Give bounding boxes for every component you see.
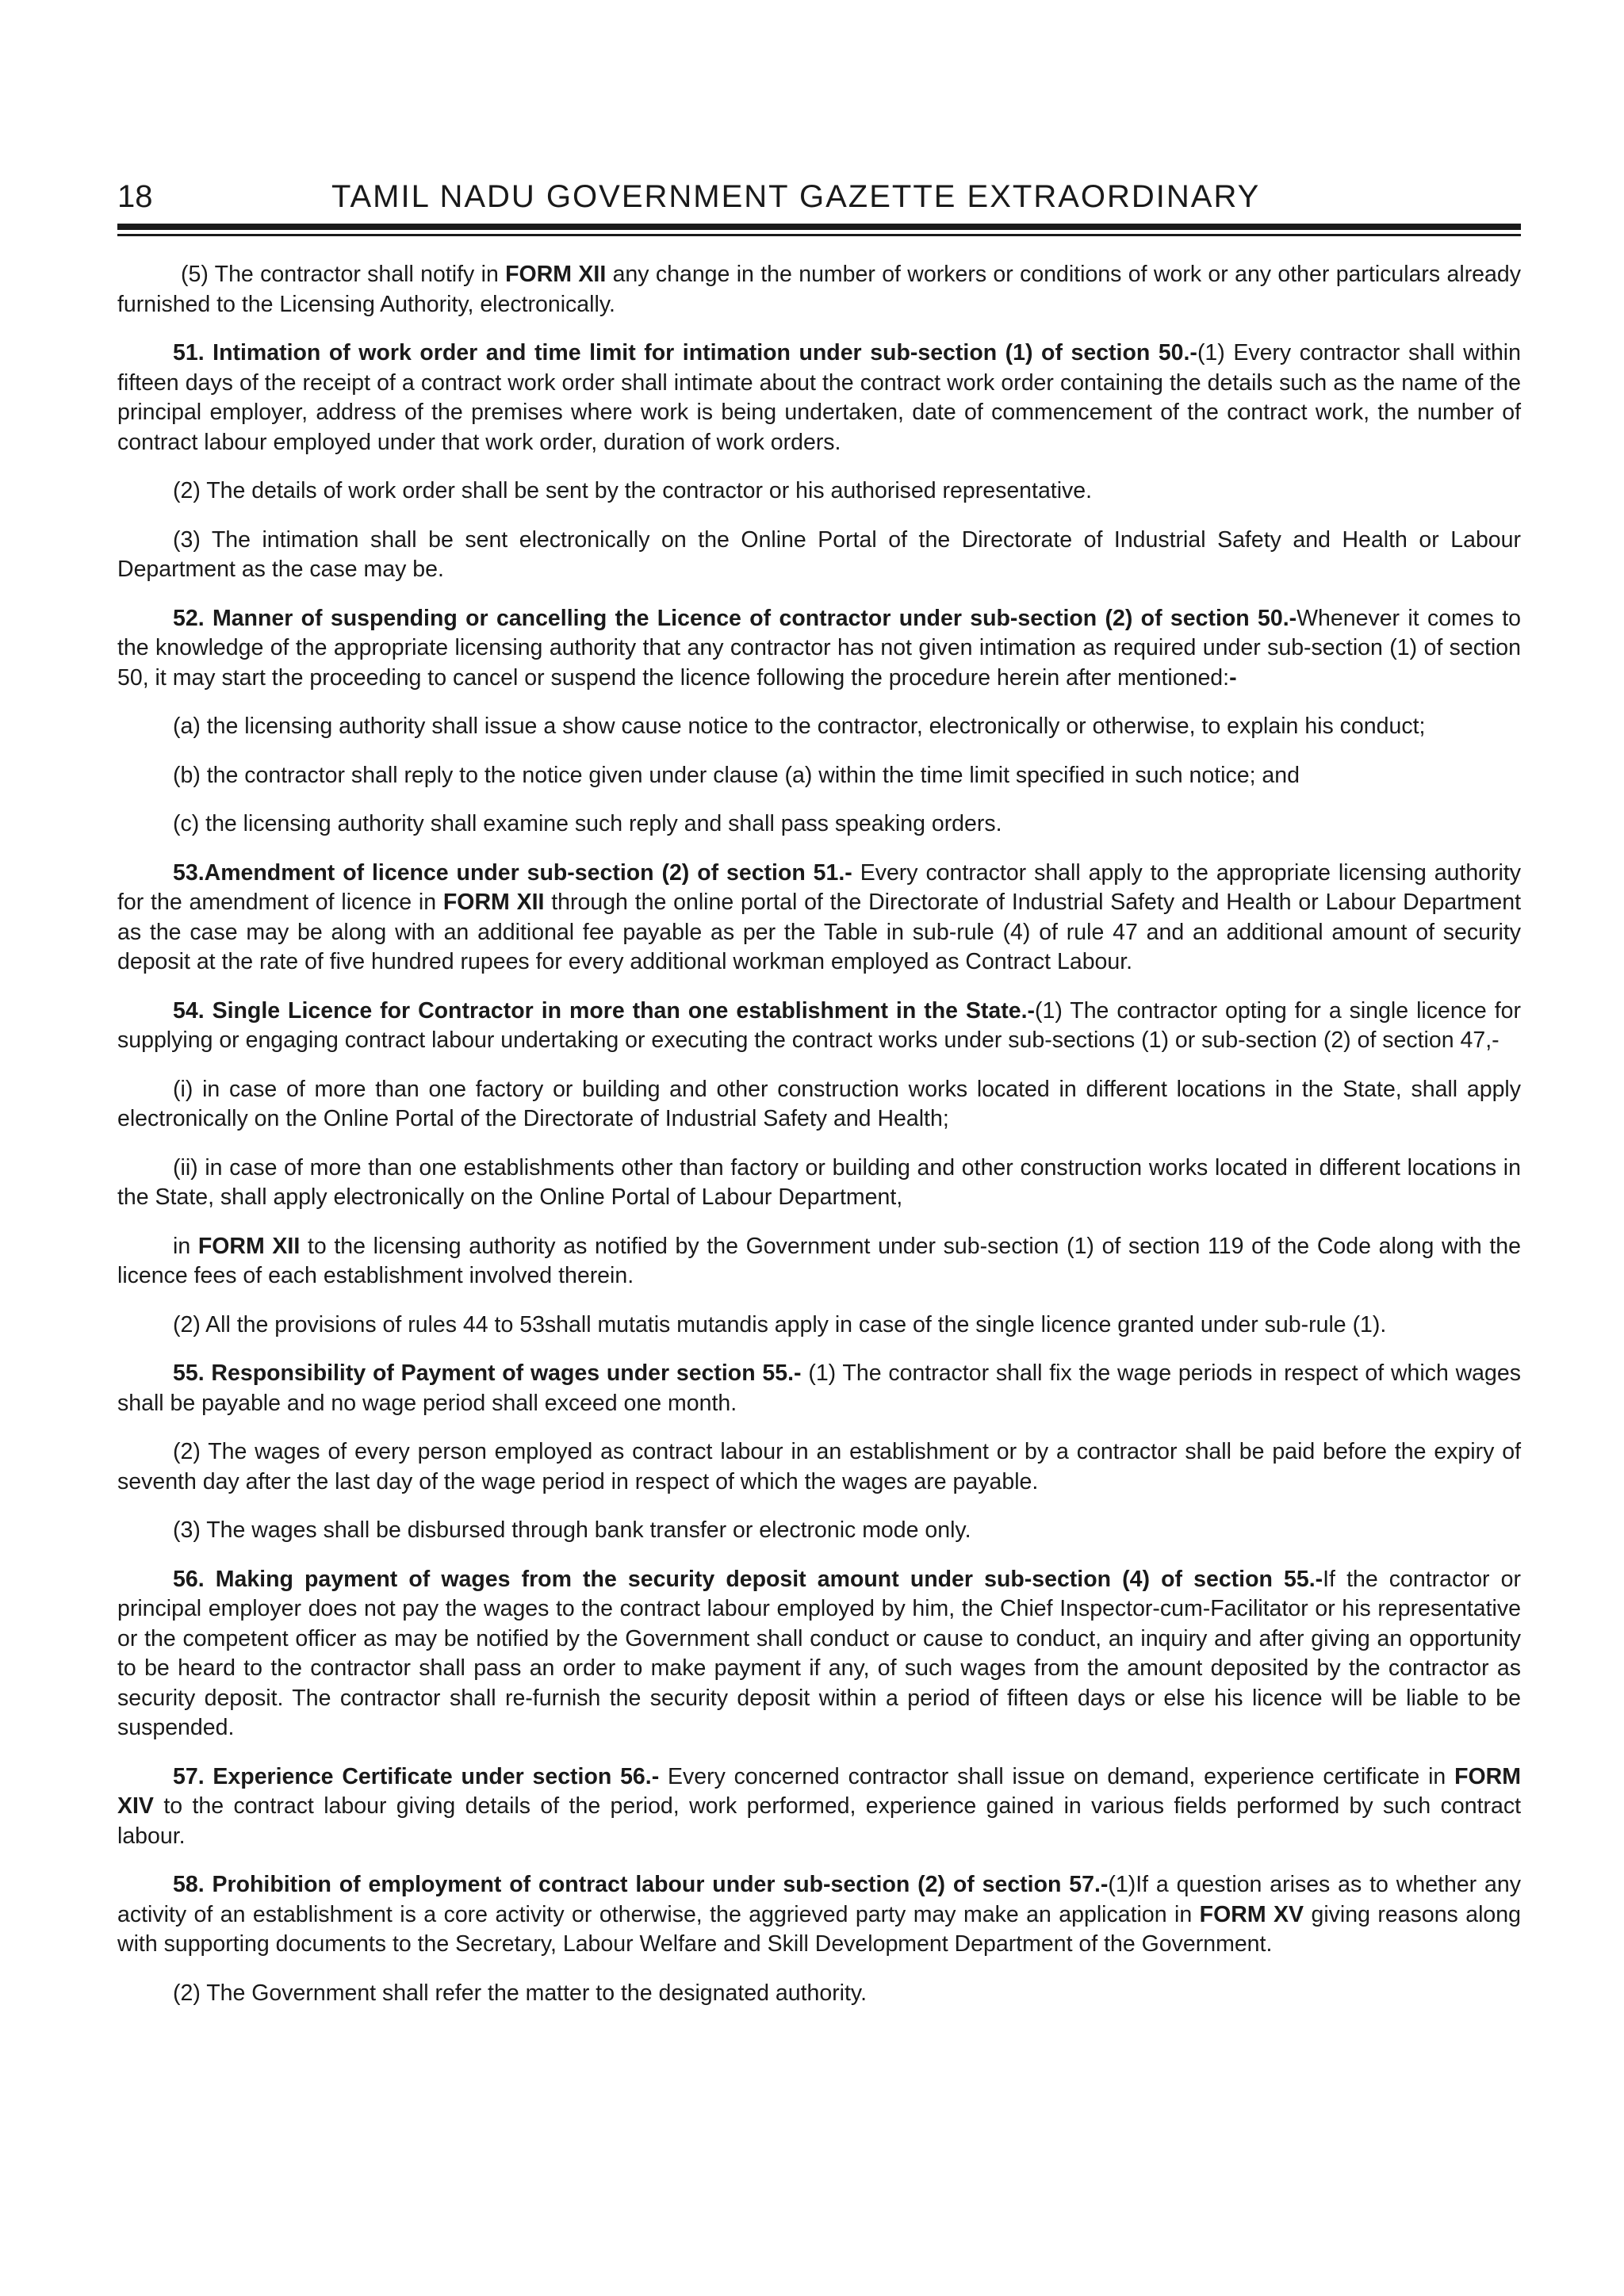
text-run: Whenever it comes to the knowledge of the appropriate licensing authority that any contractor has not given intimation as required under sub-section (1) of section 50, it may start the proceeding to cancel or suspend the licence following the procedure herein after mentioned: bbox=[117, 605, 1521, 691]
paragraph bbox=[117, 339, 1521, 457]
paragraph bbox=[117, 1870, 1521, 1960]
paragraph bbox=[117, 604, 1521, 694]
text-run: (ii) in case of more than one establishments other than factory or building and other construction works located in different locations in the State, shall apply electronically on the Online Portal of Labour Department, bbox=[117, 1154, 1521, 1210]
text-run: Every contractor shall apply to the appropriate licensing authority for the amendment of licence in bbox=[117, 859, 1522, 915]
text-run: to the licensing authority as notified by the Government under sub-section (1) of section 119 of the Code along with the licence fees of each establishment involved therein. bbox=[117, 1233, 1521, 1288]
bold-text-run: FORM XII bbox=[442, 890, 545, 915]
paragraph bbox=[117, 761, 1521, 791]
bold-text-run: - bbox=[1229, 664, 1237, 691]
text-run: (i) in case of more than one factory or building and other construction works located in different locations in the State, shall apply electronically on the Online Portal of the Directorate of Industrial Safety and Health; bbox=[117, 1076, 1521, 1131]
gazette-page bbox=[117, 173, 1521, 2027]
bold-text-run: FORM XII bbox=[505, 262, 607, 287]
bold-text-run: FORM XII bbox=[197, 1233, 301, 1259]
bold-text-run: FORM XIV bbox=[117, 1763, 1521, 1819]
bold-text-run: 57. Experience Certificate under section 56.- bbox=[173, 1763, 660, 1789]
paragraph bbox=[117, 1232, 1521, 1292]
text-run: (c) the licensing authority shall examine such reply and shall pass speaking orders. bbox=[173, 811, 1002, 836]
bold-text-run: 52. Manner of suspending or cancelling the Licence of contractor under sub-section (2) of section 50.- bbox=[173, 605, 1297, 631]
text-run: giving reasons along with supporting documents to the Secretary, Labour Welfare and Skill Development Department of the Government. bbox=[117, 1901, 1521, 1957]
paragraph bbox=[117, 526, 1521, 585]
text-run: (1) The contractor opting for a single licence for supplying or engaging contract labour undertaking or executing the contract works under sub-sections (1) or sub-section (2) of section 47,- bbox=[117, 997, 1521, 1053]
paragraph bbox=[117, 476, 1521, 507]
header-rule-thin bbox=[117, 234, 1521, 236]
paragraph bbox=[117, 859, 1521, 978]
text-run: Every concerned contractor shall issue on demand, experience certificate in bbox=[659, 1763, 1455, 1789]
paragraph bbox=[117, 1154, 1521, 1213]
bold-text-run: 54. Single Licence for Contractor in more than one establishment in the State.- bbox=[173, 997, 1036, 1024]
text-run: (5) The contractor shall notify in bbox=[181, 262, 506, 287]
text-run: (1) Every contractor shall within fifteen days of the receipt of a contract work order shall intimate about the contract work order containing the details such as the name of the principal employer, address of the premises where work is being undertaken, date of commencement of the contract work, the number of contract labour employed under that work order, duration of work orders. bbox=[117, 340, 1521, 455]
text-run: in bbox=[173, 1233, 198, 1259]
paragraph bbox=[117, 712, 1521, 742]
bold-text-run: 51. Intimation of work order and time limit for intimation under sub-section (1) of section 50.- bbox=[173, 340, 1197, 365]
bold-text-run: FORM XV bbox=[1199, 1901, 1304, 1927]
text-run: (2) All the provisions of rules 44 to 53shall mutatis mutandis apply in case of the single licence granted under sub-rule (1). bbox=[173, 1311, 1387, 1337]
text-run: (a) the licensing authority shall issue a show cause notice to the contractor, electronically or otherwise, to explain his conduct; bbox=[173, 714, 1426, 739]
text-run: If the contractor or principal employer does not pay the wages to the contract labour employed by him, the Chief Inspector-cum-Facilitator or his representative or the competent officer as may be notified by the Government shall conduct or cause to conduct, an inquiry and after giving an opportunity to be heard to the contractor shall pass an order to make payment if any, of such wages from the amount deposited by the contractor as security deposit. The contractor shall re-furnish the security deposit within a period of fifteen days or else his licence will be liable to be suspended. bbox=[117, 1566, 1521, 1740]
text-run: (3) The wages shall be disbursed through bank transfer or electronic mode only. bbox=[173, 1517, 971, 1543]
paragraph bbox=[117, 1075, 1521, 1135]
text-run: (2) The Government shall refer the matter to the designated authority. bbox=[173, 1980, 867, 2006]
paragraph bbox=[117, 1565, 1521, 1743]
paragraph bbox=[117, 1762, 1521, 1852]
paragraph bbox=[117, 260, 1521, 320]
text-run: (1)If a question arises as to whether any activity of an establishment is a core activity or otherwise, the aggrieved party may make an application in bbox=[117, 1872, 1521, 1927]
bold-text-run: 56. Making payment of wages from the security deposit amount under sub-section (4) of section 55.- bbox=[173, 1566, 1323, 1592]
text-run: (2) The wages of every person employed as contract labour in an establishment or by a contractor shall be paid before the expiry of seventh day after the last day of the wage period in respect of which the wages are payable. bbox=[117, 1439, 1521, 1494]
text-run: (3) The intimation shall be sent electronically on the Online Portal of the Directorate of Industrial Safety and Health or Labour Department as the case may be. bbox=[117, 526, 1521, 582]
paragraph bbox=[117, 1979, 1521, 2009]
paragraph bbox=[117, 997, 1521, 1056]
page-number: 18 bbox=[117, 179, 153, 214]
header-rule-thick bbox=[117, 224, 1521, 230]
bold-text-run: 55. Responsibility of Payment of wages under section 55.- bbox=[173, 1360, 802, 1386]
paragraph bbox=[117, 1359, 1521, 1418]
text-run: (b) the contractor shall reply to the notice given under clause (a) within the time limit specified in such notice; and bbox=[173, 762, 1300, 788]
text-run: to the contract labour giving details of the period, work performed, experience gained in various fields performed by such contract labour. bbox=[117, 1793, 1521, 1849]
paragraph bbox=[117, 1516, 1521, 1546]
paragraph bbox=[117, 1437, 1521, 1497]
bold-text-run: 58. Prohibition of employment of contract labour under sub-section (2) of section 57.- bbox=[173, 1872, 1109, 1897]
paragraph bbox=[117, 1311, 1521, 1341]
page-header bbox=[117, 173, 1521, 212]
paragraph bbox=[117, 809, 1521, 840]
text-run: (1) The contractor shall fix the wage periods in respect of which wages shall be payable and no wage period shall exceed one month. bbox=[117, 1360, 1521, 1416]
gazette-title: TAMIL NADU GOVERNMENT GAZETTE EXTRAORDINARY bbox=[331, 179, 1261, 214]
text-run: (2) The details of work order shall be sent by the contractor or his authorised representative. bbox=[173, 478, 1093, 503]
text-run: through the online portal of the Directorate of Industrial Safety and Health or Labour Department as the case may be along with an additional fee payable as per the Table in sub-rule (4) of rule 47 and an additional amount of security deposit at the rate of five hundred rupees for every additional workman employed as Contract Labour. bbox=[117, 890, 1522, 974]
bold-text-run: 53.Amendment of licence under sub-section (2) of section 51.- bbox=[173, 859, 852, 886]
text-run: any change in the number of workers or conditions of work or any other particulars already furnished to the Licensing Authority, electronically. bbox=[117, 262, 1521, 317]
document-body bbox=[117, 260, 1521, 2008]
